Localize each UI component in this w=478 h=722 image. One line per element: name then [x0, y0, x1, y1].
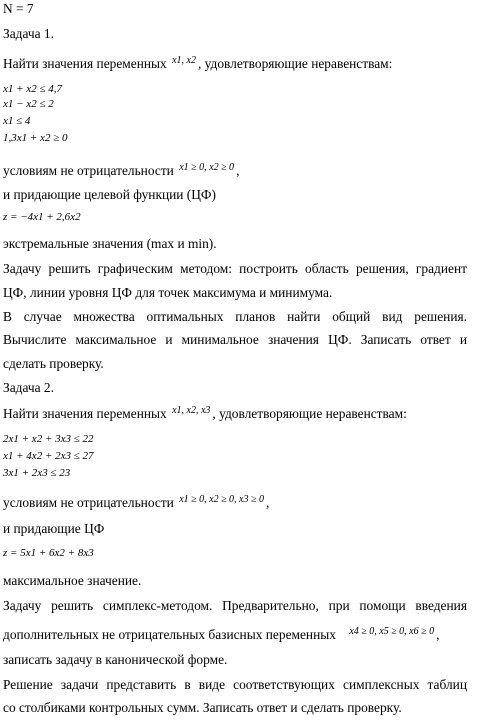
- task1-para-line-4: Вычислите максимальное и минимальное значения ЦФ. Записать ответ и: [3, 332, 467, 347]
- task1-title: Задача 1.: [3, 26, 54, 41]
- task2-title: Задача 2.: [3, 380, 54, 395]
- task2-objective-label: и придающие ЦФ: [3, 521, 105, 536]
- task2-para-line-2-text: дополнительных не отрицательных базисных переменных: [3, 627, 336, 642]
- task1-para-line-5: сделать проверку.: [3, 356, 104, 371]
- task2-nonneg-label: условиям не отрицательности: [3, 495, 174, 510]
- task1-vars: x1, x2: [172, 55, 196, 66]
- task1-objective: z = −4x1 + 2,6x2: [3, 211, 81, 223]
- task1-para-line-2: ЦФ, линии уровня ЦФ для точек максимума и минимума.: [3, 285, 333, 300]
- task2-para-line-4: Решение задачи представить в виде соответствующих симплексных таблиц: [3, 677, 467, 692]
- task1-objective-label: и придающие целевой функции (ЦФ): [3, 187, 216, 202]
- task1-nonneg-formula: x1 ≥ 0, x2 ≥ 0: [179, 162, 235, 173]
- task2-intro: [3, 406, 407, 424]
- task1-nonneg: [3, 163, 239, 181]
- task1-extreme: экстремальные значения (max и min).: [3, 236, 217, 251]
- task2-basis-vars: x4 ≥ 0, x5 ≥ 0, x6 ≥ 0: [349, 626, 435, 637]
- task1-ineq-2: x1 − x2 ≤ 2: [3, 98, 54, 110]
- task1-intro-text: Найти значения переменных: [3, 56, 167, 71]
- task2-para-line-2-tail: ,: [436, 627, 440, 642]
- task2-nonneg-tail: ,: [265, 495, 270, 510]
- task1-ineq-3: x1 ≤ 4: [3, 115, 31, 127]
- task2-ineq-2: x1 + 4x2 + 2x3 ≤ 27: [3, 450, 94, 462]
- task2-nonneg-formula: x1 ≥ 0, x2 ≥ 0, x3 ≥ 0: [179, 494, 264, 505]
- task2-para-line-1: Задачу решить симплекс-методом. Предварительно, при помощи введения: [3, 598, 467, 613]
- task1-nonneg-label: условиям не отрицательности: [3, 163, 174, 178]
- task2-objective: z = 5x1 + 6x2 + 8x3: [3, 547, 94, 559]
- task2-intro-text: Найти значения переменных: [3, 406, 167, 421]
- task2-vars: x1, x2, x3: [172, 405, 211, 416]
- task2-para-line-3: записать задачу в канонической форме.: [3, 652, 228, 667]
- task2-ineq-1: 2x1 + x2 + 3x3 ≤ 22: [3, 433, 94, 445]
- task2-para-line-2: [3, 627, 439, 645]
- task2-nonneg: [3, 495, 269, 513]
- task1-intro: [3, 56, 392, 74]
- task2-para-line-5: со столбиками контрольных сумм. Записать ответ и сделать проверку.: [3, 700, 402, 715]
- task1-intro-tail: , удовлетворяющие неравенствам:: [197, 56, 393, 71]
- task2-ineq-3: 3x1 + 2x3 ≤ 23: [3, 467, 71, 479]
- variant-number: N = 7: [3, 1, 34, 16]
- task2-extreme: максимальное значение.: [3, 573, 142, 588]
- task1-nonneg-tail: ,: [236, 163, 240, 178]
- task1-para-line-3: В случае множества оптимальных планов найти общий вид решения.: [3, 309, 467, 324]
- task2-intro-tail: , удовлетворяющие неравенствам:: [212, 406, 407, 421]
- task1-para-line-1: Задачу решить графическим методом: построить область решения, градиент: [3, 261, 467, 276]
- task1-ineq-1: x1 + x2 ≤ 4,7: [3, 83, 62, 95]
- task1-ineq-4: 1,3x1 + x2 ≥ 0: [3, 132, 68, 144]
